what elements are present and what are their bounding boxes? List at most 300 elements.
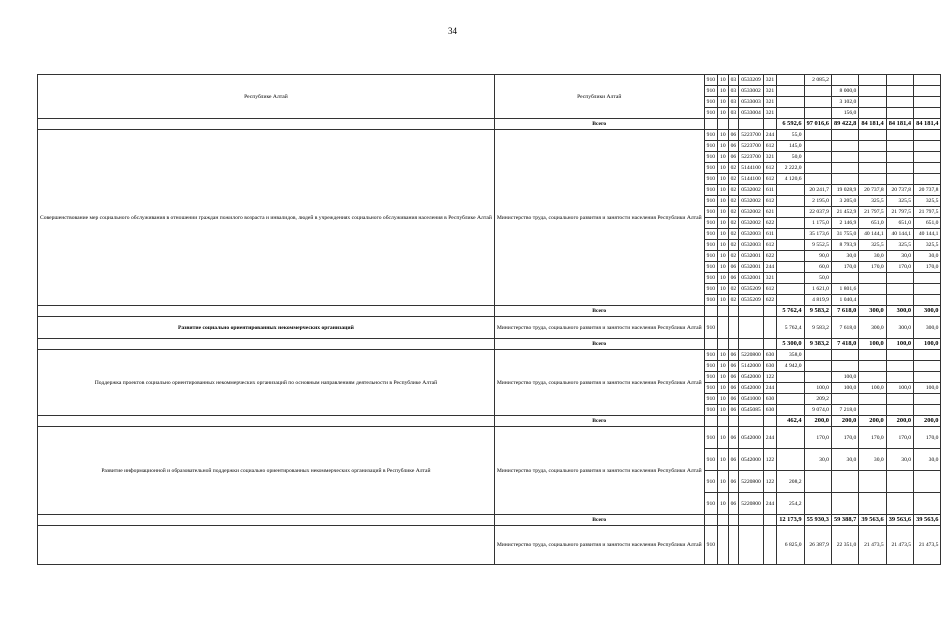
code-cell: 612 xyxy=(763,174,776,185)
value-cell: 651,0 xyxy=(886,218,913,229)
value-cell xyxy=(804,141,831,152)
value-cell xyxy=(777,262,804,273)
value-cell xyxy=(886,97,913,108)
code-cell: 910 xyxy=(704,152,717,163)
value-cell: 5 762,4 xyxy=(777,317,804,339)
value-cell xyxy=(777,207,804,218)
code-cell xyxy=(763,416,776,427)
value-cell xyxy=(914,97,941,108)
code-cell xyxy=(728,306,739,317)
total-value: 5 762,4 xyxy=(777,306,804,317)
total-row xyxy=(38,416,941,427)
total-value: 300,0 xyxy=(914,306,941,317)
total-value: 200,0 xyxy=(831,416,858,427)
value-cell: 55,0 xyxy=(777,130,804,141)
code-cell: 0542000 xyxy=(739,449,764,471)
code-cell: 10 xyxy=(718,141,729,152)
code-cell: 06 xyxy=(728,427,739,449)
value-cell: 145,0 xyxy=(777,141,804,152)
code-cell: 612 xyxy=(763,284,776,295)
value-cell xyxy=(804,372,831,383)
code-cell: 0532001 xyxy=(739,262,764,273)
code-cell: 244 xyxy=(763,427,776,449)
code-cell xyxy=(763,526,776,565)
code-cell: 630 xyxy=(763,350,776,361)
code-cell: 06 xyxy=(728,273,739,284)
value-cell xyxy=(777,86,804,97)
code-cell xyxy=(704,339,717,350)
code-cell: 0532002 xyxy=(739,207,764,218)
total-value: 300,0 xyxy=(886,306,913,317)
value-cell xyxy=(777,240,804,251)
value-cell xyxy=(859,350,886,361)
value-cell: 651,0 xyxy=(914,218,941,229)
value-cell xyxy=(859,130,886,141)
value-cell xyxy=(886,405,913,416)
code-cell: 622 xyxy=(763,295,776,306)
value-cell xyxy=(914,141,941,152)
code-cell xyxy=(728,416,739,427)
value-cell xyxy=(914,361,941,372)
total-value: 59 388,7 xyxy=(831,515,858,526)
code-cell: 06 xyxy=(728,372,739,383)
total-value: 300,0 xyxy=(859,306,886,317)
code-cell: 612 xyxy=(763,240,776,251)
code-cell: 612 xyxy=(763,196,776,207)
code-cell: 630 xyxy=(763,405,776,416)
code-cell: 03 xyxy=(728,108,739,119)
value-cell xyxy=(777,185,804,196)
value-cell: 21 797,5 xyxy=(859,207,886,218)
code-cell xyxy=(763,119,776,130)
value-cell: 325,5 xyxy=(886,240,913,251)
value-cell: 170,0 xyxy=(914,262,941,273)
value-cell xyxy=(914,493,941,515)
value-cell xyxy=(831,130,858,141)
code-cell: 612 xyxy=(763,141,776,152)
value-cell: 20 737,8 xyxy=(886,185,913,196)
value-cell xyxy=(859,141,886,152)
code-cell: 5144100 xyxy=(739,163,764,174)
value-cell: 21 797,5 xyxy=(886,207,913,218)
code-cell: 0532003 xyxy=(739,240,764,251)
value-cell xyxy=(914,350,941,361)
code-cell: 10 xyxy=(718,394,729,405)
value-cell: 325,5 xyxy=(859,196,886,207)
code-cell xyxy=(763,339,776,350)
value-cell xyxy=(831,493,858,515)
program-name-text: Совершенствование мер социального обслуживания в отношении граждан пожилого возраста и инвалидов, людей в учреждениях социального обслуживания населения в Республике Алтай xyxy=(40,214,492,221)
code-cell: 02 xyxy=(728,229,739,240)
value-cell: 100,0 xyxy=(831,372,858,383)
value-cell xyxy=(831,163,858,174)
value-cell xyxy=(886,493,913,515)
value-cell xyxy=(859,75,886,86)
value-cell xyxy=(886,361,913,372)
code-cell: 910 xyxy=(704,361,717,372)
value-cell: 6 825,0 xyxy=(777,526,804,565)
total-label: Всего xyxy=(494,339,704,350)
value-cell xyxy=(886,372,913,383)
value-cell xyxy=(804,163,831,174)
program-cell-empty xyxy=(38,416,495,427)
value-cell xyxy=(886,394,913,405)
value-cell: 4 942,0 xyxy=(777,361,804,372)
code-cell xyxy=(718,119,729,130)
code-cell: 10 xyxy=(718,273,729,284)
total-value: 97 016,6 xyxy=(804,119,831,130)
value-cell xyxy=(914,163,941,174)
value-cell: 358,0 xyxy=(777,350,804,361)
code-cell: 06 xyxy=(728,130,739,141)
code-cell xyxy=(704,515,717,526)
total-value: 7 418,0 xyxy=(831,339,858,350)
code-cell: 244 xyxy=(763,383,776,394)
code-cell xyxy=(704,119,717,130)
code-cell: 02 xyxy=(728,174,739,185)
code-cell: 10 xyxy=(718,251,729,262)
code-cell xyxy=(739,515,764,526)
value-cell: 40 144,1 xyxy=(914,229,941,240)
code-cell: 321 xyxy=(763,75,776,86)
value-cell xyxy=(886,75,913,86)
value-cell xyxy=(886,163,913,174)
value-cell: 2 146,9 xyxy=(831,218,858,229)
value-cell xyxy=(914,471,941,493)
program-cell-empty xyxy=(38,306,495,317)
code-cell: 10 xyxy=(718,449,729,471)
code-cell: 910 xyxy=(704,163,717,174)
code-cell: 0532002 xyxy=(739,185,764,196)
code-cell: 5223700 xyxy=(739,152,764,163)
code-cell: 5220800 xyxy=(739,471,764,493)
total-row xyxy=(38,515,941,526)
value-cell xyxy=(859,86,886,97)
total-label: Всего xyxy=(494,306,704,317)
total-row xyxy=(38,119,941,130)
total-value: 6 592,6 xyxy=(777,119,804,130)
value-cell xyxy=(859,471,886,493)
code-cell xyxy=(718,515,729,526)
value-cell: 100,0 xyxy=(914,383,941,394)
code-cell: 02 xyxy=(728,240,739,251)
table-row xyxy=(38,130,941,141)
value-cell xyxy=(914,372,941,383)
code-cell: 910 xyxy=(704,240,717,251)
value-cell: 30,0 xyxy=(804,449,831,471)
value-cell xyxy=(831,361,858,372)
value-cell: 26 387,9 xyxy=(804,526,831,565)
code-cell xyxy=(718,306,729,317)
value-cell: 170,0 xyxy=(831,262,858,273)
value-cell xyxy=(914,130,941,141)
total-value: 200,0 xyxy=(914,416,941,427)
value-cell xyxy=(804,130,831,141)
value-cell xyxy=(831,350,858,361)
value-cell xyxy=(804,86,831,97)
value-cell: 30,0 xyxy=(914,251,941,262)
code-cell: 321 xyxy=(763,97,776,108)
value-cell xyxy=(859,174,886,185)
value-cell xyxy=(886,471,913,493)
code-cell xyxy=(704,416,717,427)
code-cell: 10 xyxy=(718,218,729,229)
value-cell: 3 102,0 xyxy=(831,97,858,108)
executor-name: Министерство труда, социального развития и занятости населения Республики Алтай xyxy=(494,526,704,565)
total-value: 12 173,9 xyxy=(777,515,804,526)
total-label: Всего xyxy=(494,416,704,427)
code-cell xyxy=(704,306,717,317)
code-cell: 06 xyxy=(728,350,739,361)
code-cell: 910 xyxy=(704,207,717,218)
program-name xyxy=(38,130,495,306)
code-cell: 910 xyxy=(704,75,717,86)
total-value: 100,0 xyxy=(914,339,941,350)
value-cell xyxy=(777,251,804,262)
value-cell: 1 621,0 xyxy=(804,284,831,295)
code-cell xyxy=(718,416,729,427)
code-cell: 10 xyxy=(718,372,729,383)
code-cell: 0535209 xyxy=(739,284,764,295)
value-cell: 8 793,9 xyxy=(831,240,858,251)
total-value: 84 181,4 xyxy=(886,119,913,130)
value-cell: 21 473,5 xyxy=(859,526,886,565)
value-cell: 300,0 xyxy=(914,317,941,339)
code-cell: 630 xyxy=(763,394,776,405)
table-row xyxy=(38,75,941,86)
code-cell: 0542000 xyxy=(739,427,764,449)
code-cell: 910 xyxy=(704,174,717,185)
code-cell: 0533002 xyxy=(739,86,764,97)
total-value: 39 563,6 xyxy=(914,515,941,526)
value-cell xyxy=(777,273,804,284)
code-cell: 10 xyxy=(718,493,729,515)
value-cell xyxy=(886,141,913,152)
value-cell xyxy=(914,75,941,86)
total-value: 89 422,8 xyxy=(831,119,858,130)
value-cell: 325,5 xyxy=(859,240,886,251)
value-cell: 100,0 xyxy=(831,383,858,394)
program-name xyxy=(38,317,495,339)
value-cell xyxy=(859,152,886,163)
value-cell xyxy=(859,295,886,306)
code-cell: 10 xyxy=(718,130,729,141)
code-cell: 10 xyxy=(718,86,729,97)
value-cell: 9 583,2 xyxy=(804,317,831,339)
code-cell: 122 xyxy=(763,372,776,383)
value-cell xyxy=(886,108,913,119)
code-cell: 5220800 xyxy=(739,350,764,361)
code-cell: 0545085 xyxy=(739,405,764,416)
value-cell xyxy=(804,361,831,372)
code-cell: 10 xyxy=(718,350,729,361)
value-cell: 2 195,0 xyxy=(804,196,831,207)
code-cell: 910 xyxy=(704,427,717,449)
code-cell xyxy=(763,515,776,526)
total-label: Всего xyxy=(494,119,704,130)
code-cell xyxy=(718,526,729,565)
code-cell: 06 xyxy=(728,405,739,416)
code-cell: 5223700 xyxy=(739,130,764,141)
value-cell xyxy=(777,394,804,405)
total-value: 5 300,0 xyxy=(777,339,804,350)
code-cell: 10 xyxy=(718,295,729,306)
code-cell: 03 xyxy=(728,86,739,97)
code-cell: 10 xyxy=(718,185,729,196)
code-cell: 10 xyxy=(718,75,729,86)
value-cell xyxy=(804,350,831,361)
code-cell: 910 xyxy=(704,196,717,207)
code-cell: 0532002 xyxy=(739,218,764,229)
value-cell: 30,0 xyxy=(831,251,858,262)
value-cell: 21 452,9 xyxy=(831,207,858,218)
value-cell: 156,0 xyxy=(831,108,858,119)
code-cell xyxy=(739,526,764,565)
code-cell: 10 xyxy=(718,108,729,119)
value-cell: 50,0 xyxy=(804,273,831,284)
value-cell xyxy=(859,108,886,119)
value-cell xyxy=(859,493,886,515)
table-row xyxy=(38,317,941,339)
code-cell: 910 xyxy=(704,185,717,196)
value-cell xyxy=(777,75,804,86)
value-cell: 254,2 xyxy=(777,493,804,515)
value-cell xyxy=(804,152,831,163)
budget-table xyxy=(37,74,941,565)
code-cell: 910 xyxy=(704,251,717,262)
code-cell: 910 xyxy=(704,273,717,284)
program-name-text: Поддержка проектов социально ориентированных некоммерческих организаций по основным направлениям деятельности в Республике Алтай xyxy=(94,379,438,386)
code-cell: 0532003 xyxy=(739,229,764,240)
value-cell xyxy=(886,284,913,295)
value-cell xyxy=(859,405,886,416)
total-value: 55 930,3 xyxy=(804,515,831,526)
value-cell: 325,5 xyxy=(886,196,913,207)
code-cell: 02 xyxy=(728,196,739,207)
code-cell: 910 xyxy=(704,405,717,416)
value-cell: 100,0 xyxy=(859,383,886,394)
code-cell: 0542000 xyxy=(739,372,764,383)
code-cell: 321 xyxy=(763,108,776,119)
code-cell: 06 xyxy=(728,262,739,273)
value-cell: 1 175,0 xyxy=(804,218,831,229)
code-cell: 5223700 xyxy=(739,141,764,152)
code-cell: 10 xyxy=(718,240,729,251)
code-cell: 10 xyxy=(718,163,729,174)
value-cell xyxy=(886,273,913,284)
code-cell: 910 xyxy=(704,108,717,119)
code-cell: 5142000 xyxy=(739,361,764,372)
code-cell: 910 xyxy=(704,218,717,229)
code-cell: 621 xyxy=(763,207,776,218)
value-cell: 20 241,7 xyxy=(804,185,831,196)
program-name xyxy=(38,350,495,416)
executor-name: Министерство труда, социального развития и занятости населения Республики Алтай xyxy=(494,130,704,306)
value-cell: 100,0 xyxy=(886,383,913,394)
value-cell xyxy=(859,273,886,284)
value-cell: 3 205,0 xyxy=(831,196,858,207)
value-cell xyxy=(831,471,858,493)
value-cell xyxy=(777,196,804,207)
code-cell: 02 xyxy=(728,295,739,306)
code-cell: 910 xyxy=(704,284,717,295)
total-value: 200,0 xyxy=(886,416,913,427)
code-cell: 0542000 xyxy=(739,383,764,394)
code-cell xyxy=(739,416,764,427)
value-cell xyxy=(777,97,804,108)
code-cell xyxy=(739,306,764,317)
value-cell xyxy=(859,163,886,174)
value-cell: 20 737,8 xyxy=(859,185,886,196)
program-name xyxy=(38,75,495,119)
code-cell: 910 xyxy=(704,394,717,405)
value-cell xyxy=(777,295,804,306)
code-cell: 10 xyxy=(718,262,729,273)
code-cell: 03 xyxy=(728,97,739,108)
value-cell xyxy=(859,284,886,295)
value-cell: 325,5 xyxy=(914,196,941,207)
value-cell xyxy=(777,218,804,229)
value-cell: 1 801,6 xyxy=(831,284,858,295)
code-cell: 06 xyxy=(728,141,739,152)
value-cell: 21 473,5 xyxy=(886,526,913,565)
value-cell: 20 737,8 xyxy=(914,185,941,196)
code-cell xyxy=(728,317,739,339)
code-cell: 5144100 xyxy=(739,174,764,185)
value-cell: 325,5 xyxy=(914,240,941,251)
code-cell: 910 xyxy=(704,317,717,339)
value-cell: 7 618,0 xyxy=(831,317,858,339)
code-cell: 910 xyxy=(704,449,717,471)
value-cell xyxy=(777,427,804,449)
code-cell: 910 xyxy=(704,383,717,394)
value-cell: 2 222,0 xyxy=(777,163,804,174)
value-cell: 30,0 xyxy=(914,449,941,471)
code-cell: 06 xyxy=(728,383,739,394)
value-cell xyxy=(914,284,941,295)
code-cell: 10 xyxy=(718,196,729,207)
value-cell xyxy=(914,152,941,163)
value-cell: 9 552,5 xyxy=(804,240,831,251)
value-cell: 100,0 xyxy=(804,383,831,394)
code-cell: 630 xyxy=(763,361,776,372)
code-cell: 611 xyxy=(763,185,776,196)
code-cell: 06 xyxy=(728,361,739,372)
total-value: 39 563,6 xyxy=(859,515,886,526)
program-cell-empty xyxy=(38,119,495,130)
page-number: 34 xyxy=(448,26,457,36)
total-value: 84 181,4 xyxy=(859,119,886,130)
value-cell: 300,0 xyxy=(859,317,886,339)
total-value: 84 181,4 xyxy=(914,119,941,130)
code-cell xyxy=(718,339,729,350)
code-cell: 321 xyxy=(763,273,776,284)
total-value: 100,0 xyxy=(886,339,913,350)
value-cell: 40 144,1 xyxy=(886,229,913,240)
code-cell: 910 xyxy=(704,86,717,97)
code-cell: 910 xyxy=(704,295,717,306)
code-cell: 02 xyxy=(728,284,739,295)
value-cell: 50,0 xyxy=(777,152,804,163)
value-cell xyxy=(914,108,941,119)
program-name-text: Республике Алтай xyxy=(244,93,288,100)
value-cell: 300,0 xyxy=(886,317,913,339)
executor-name: Республики Алтай xyxy=(494,75,704,119)
code-cell: 0532001 xyxy=(739,273,764,284)
code-cell xyxy=(718,317,729,339)
program-cell-empty xyxy=(38,339,495,350)
table-body xyxy=(38,75,941,565)
